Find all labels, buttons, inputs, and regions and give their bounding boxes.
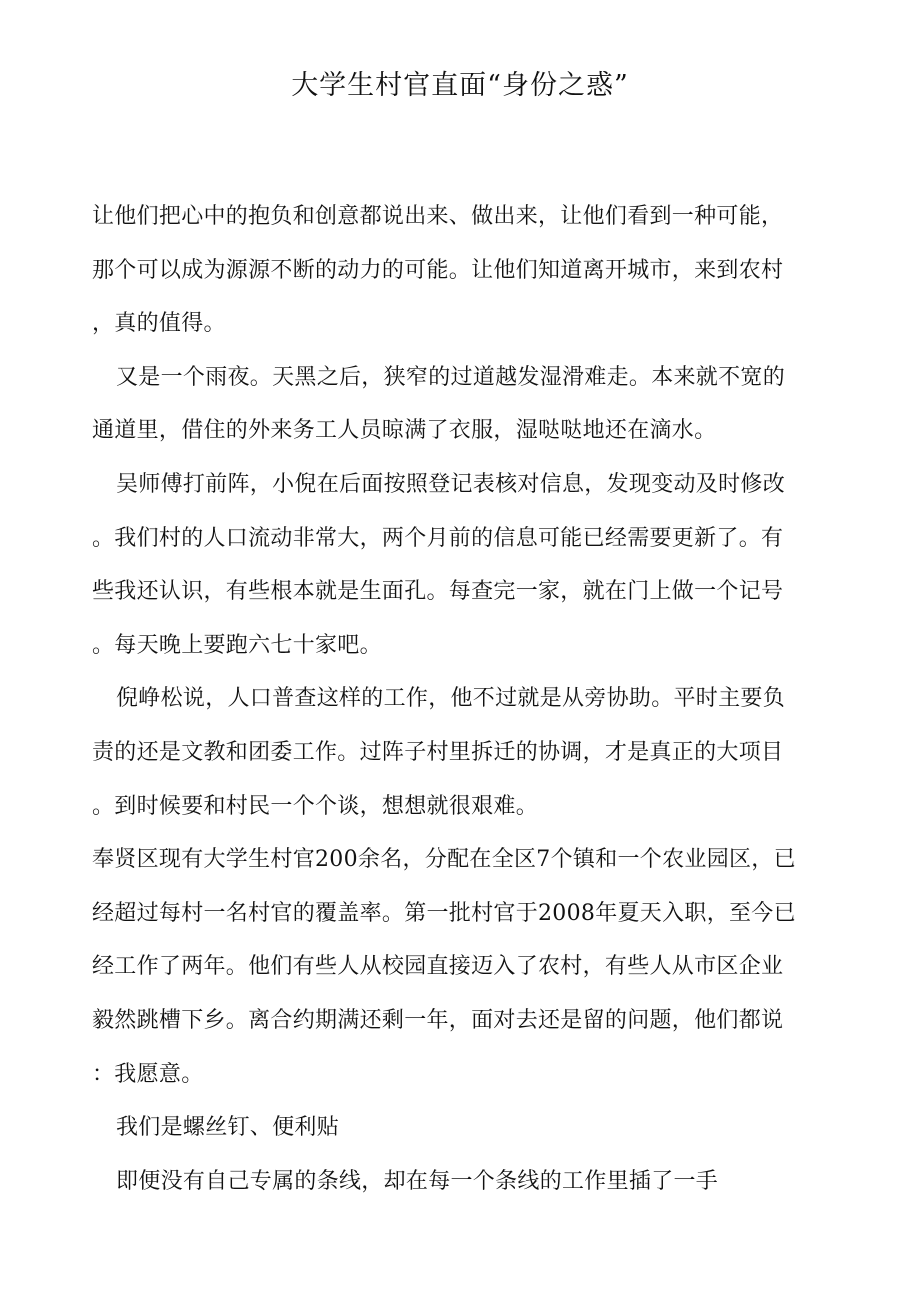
body-line: 毅然跳槽下乡。离合约期满还剩一年，面对去还是留的问题，他们都说 (92, 1007, 784, 1033)
body-line: 那个可以成为源源不断的动力的可能。让他们知道离开城市，来到农村 (92, 257, 784, 283)
body-line: ：我愿意。 (92, 1061, 204, 1087)
article-body (92, 190, 808, 1208)
body-line: 奉贤区现有大学生村官200余名，分配在全区7个镇和一个农业园区，已 (92, 847, 796, 873)
section-heading: 我们是螺丝钉、便利贴 (116, 1115, 340, 1141)
body-line: 即便没有自己专属的条线，却在每一个条线的工作里插了一手 (116, 1168, 719, 1194)
body-line: 又是一个雨夜。天黑之后，狭窄的过道越发湿滑难走。本来就不宽的 (116, 364, 786, 390)
body-line: 。我们村的人口流动非常大，两个月前的信息可能已经需要更新了。有 (92, 525, 784, 551)
body-line: 经超过每村一名村官的覆盖率。第一批村官于2008年夏天入职，至今已 (92, 900, 796, 926)
body-line: ，真的值得。 (92, 311, 226, 337)
body-line: 责的还是文教和团委工作。过阵子村里拆迁的协调，才是真正的大项目 (92, 739, 784, 765)
body-line: 经工作了两年。他们有些人从校园直接迈入了农村，有些人从市区企业 (92, 954, 784, 980)
article-title: 大学生村官直面“身份之惑” (291, 70, 629, 101)
body-line: 。到时候要和村民一个个谈，想想就很艰难。 (92, 793, 539, 819)
body-line: 通道里，借住的外来务工人员晾满了衣服，湿哒哒地还在滴水。 (92, 418, 717, 444)
body-line: 些我还认识，有些根本就是生面孔。每查完一家，就在门上做一个记号 (92, 579, 784, 605)
body-line: 。每天晚上要跑六七十家吧。 (92, 632, 382, 658)
body-line: 让他们把心中的抱负和创意都说出来、做出来，让他们看到一种可能， (92, 204, 784, 229)
body-line: 倪峥松说，人口普查这样的工作，他不过就是从旁协助。平时主要负 (116, 686, 786, 712)
body-line: 吴师傅打前阵，小倪在后面按照登记表核对信息，发现变动及时修改 (116, 471, 786, 497)
